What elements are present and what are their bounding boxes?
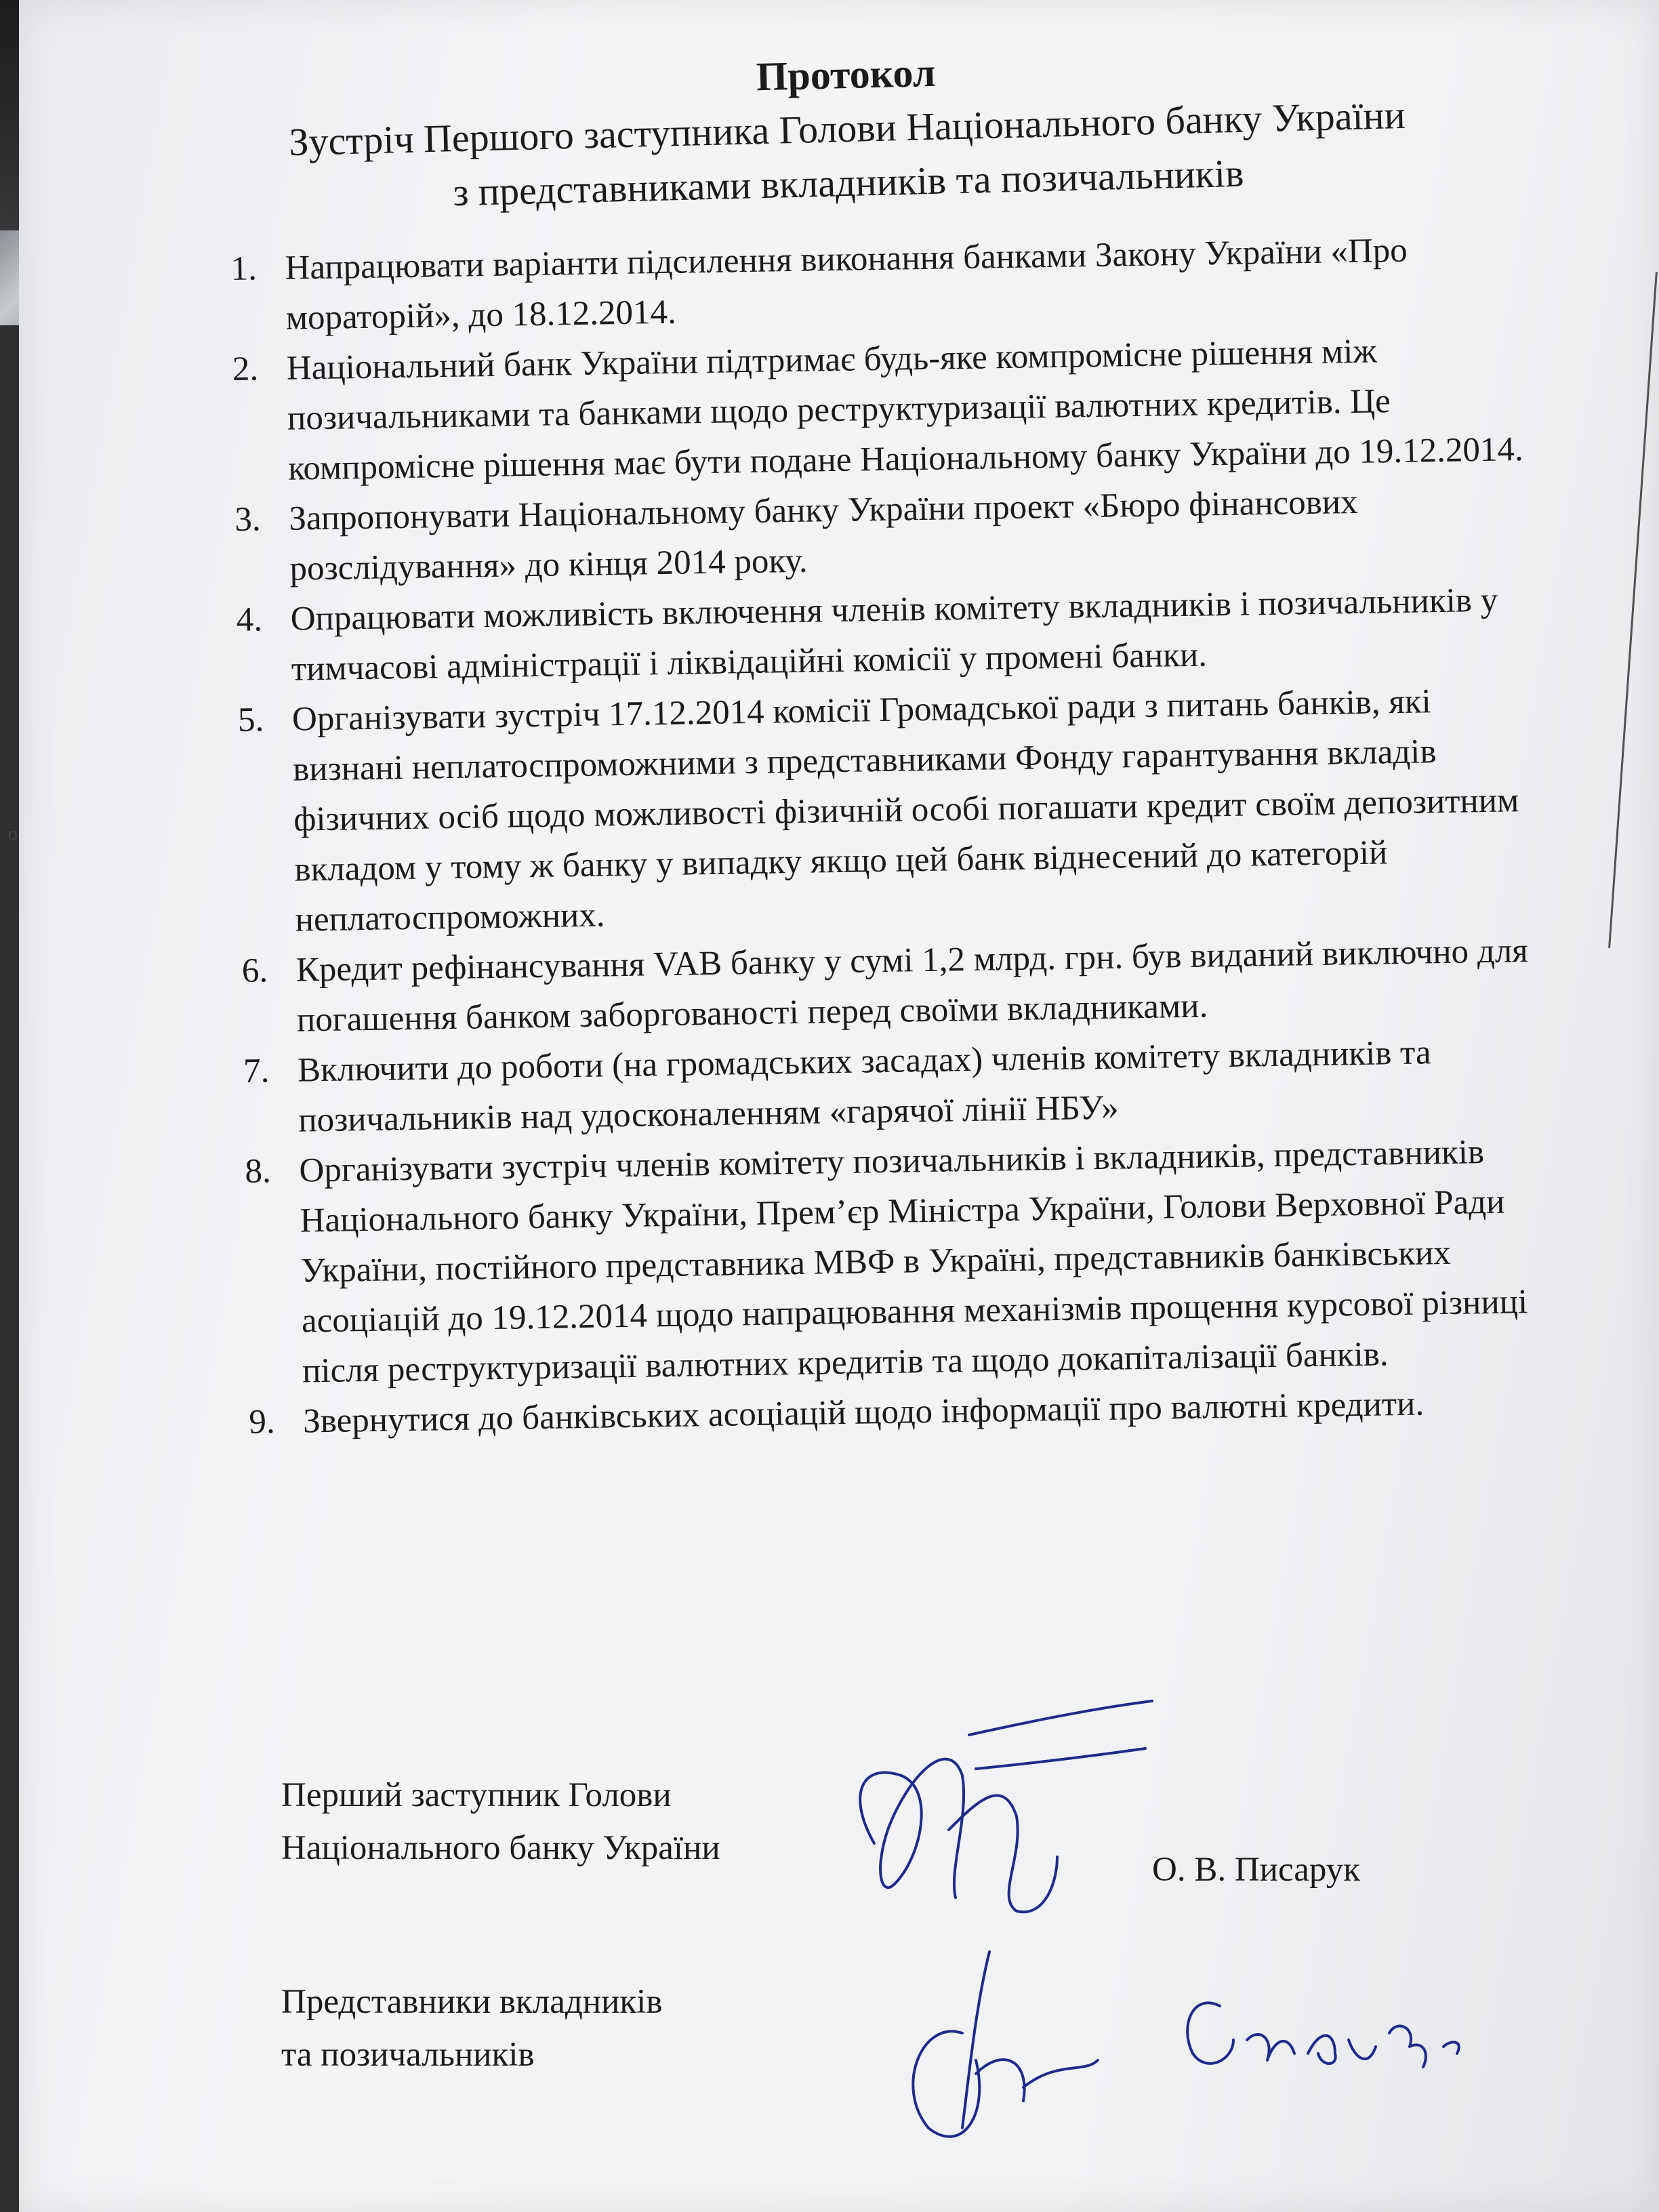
item-number: 8. xyxy=(245,1152,272,1191)
item-number: 2. xyxy=(232,350,259,388)
document-header xyxy=(201,32,1492,226)
signatory-position-line1: Перший заступник Голови xyxy=(281,1776,672,1814)
protocol-item xyxy=(230,224,1533,344)
protocol-item xyxy=(236,575,1538,695)
item-text: Опрацювати можливість включення членів комітету вкладників і позичальників у тимчасові адміністрації і ліквідаційні комісії у промені банки. xyxy=(290,581,1498,689)
item-text: Національний банк України підтримає будь-яке компромісне рішення між позичальниками та банками щодо реструктуризації валютних кредитів. Це компромісне рішення має бути подане Національному банку України до 19.12.2014. xyxy=(286,332,1524,488)
protocol-item xyxy=(234,474,1537,595)
item-number: 1. xyxy=(230,249,258,288)
item-text: Включити до роботи (на громадських засадах) членів комітету вкладників та позичальників над удосконаленням «гарячої лінії НБУ» xyxy=(297,1033,1431,1140)
item-number: 7. xyxy=(243,1052,270,1090)
item-text: Кредит рефінансування VAB банку у сумі 1,2 млрд. грн. був виданий виключно для погашення банком заборгованості перед своїми вкладниками. xyxy=(295,932,1529,1040)
item-number: 9. xyxy=(248,1403,276,1441)
protocol-item xyxy=(237,675,1542,946)
representatives-line1: Представники вкладників xyxy=(281,1983,663,2021)
protocol-item xyxy=(245,1126,1550,1397)
item-text: Організувати зустріч 17.12.2014 комісії Громадської ради з питань банків, які визнані неплатоспроможними з представниками Фонду гарантування вкладів фізичних осіб щодо можливості фізичній особі погашати кредит своїм депозитним вкладом у тому ж банку у випадку якщо цей банк віднесений до категорій неплатоспроможних. xyxy=(291,682,1519,939)
margin-mark: o xyxy=(8,823,18,844)
item-number: 6. xyxy=(241,951,268,990)
page-edge-line xyxy=(1608,272,1658,948)
document-subtitle-line1: Зустріч Першого заступника Голови Національного банку України xyxy=(288,92,1406,165)
signatory-position-line2: Національного банку України xyxy=(281,1829,720,1867)
representatives-label xyxy=(281,1975,662,2081)
item-text: Запропонувати Національному банку України проект «Бюро фінансових розслідування» до кінця 2014 року. xyxy=(288,483,1358,588)
document-subtitle-line2: з представниками вкладників та позичальників xyxy=(452,150,1245,215)
item-number: 5. xyxy=(237,701,264,739)
item-text: Звернутися до банківських асоціацій щодо інформації про валютні кредити. xyxy=(302,1385,1425,1441)
item-text: Напрацювати варіанти підсилення виконання банками Закону України «Про мораторій», до 18.12.2014. xyxy=(285,231,1408,337)
protocol-item xyxy=(241,926,1544,1046)
item-text: Організувати зустріч членів комітету позичальників і вкладників, представників Національного банку України, Прем’єр Міністра України, Голови Верховної Ради України, постійного представника МВФ в Україні, представників банківських асоціацій до 19.12.2014 щодо напрацювання механізмів прощення курсової різниці після реструктуризації валютних кредитів та щодо докапіталізації банків. xyxy=(299,1133,1528,1391)
item-number: 4. xyxy=(236,600,263,639)
protocol-items-list xyxy=(230,224,1551,1448)
protocol-item xyxy=(243,1026,1546,1147)
item-number: 3. xyxy=(234,500,262,539)
document-title: Протокол xyxy=(755,49,937,100)
signatory-name: О. В. Писарук xyxy=(1152,1851,1360,1889)
representatives-line2: та позичальників xyxy=(281,2036,535,2074)
protocol-item xyxy=(232,324,1535,495)
signatory-position xyxy=(281,1769,720,1875)
